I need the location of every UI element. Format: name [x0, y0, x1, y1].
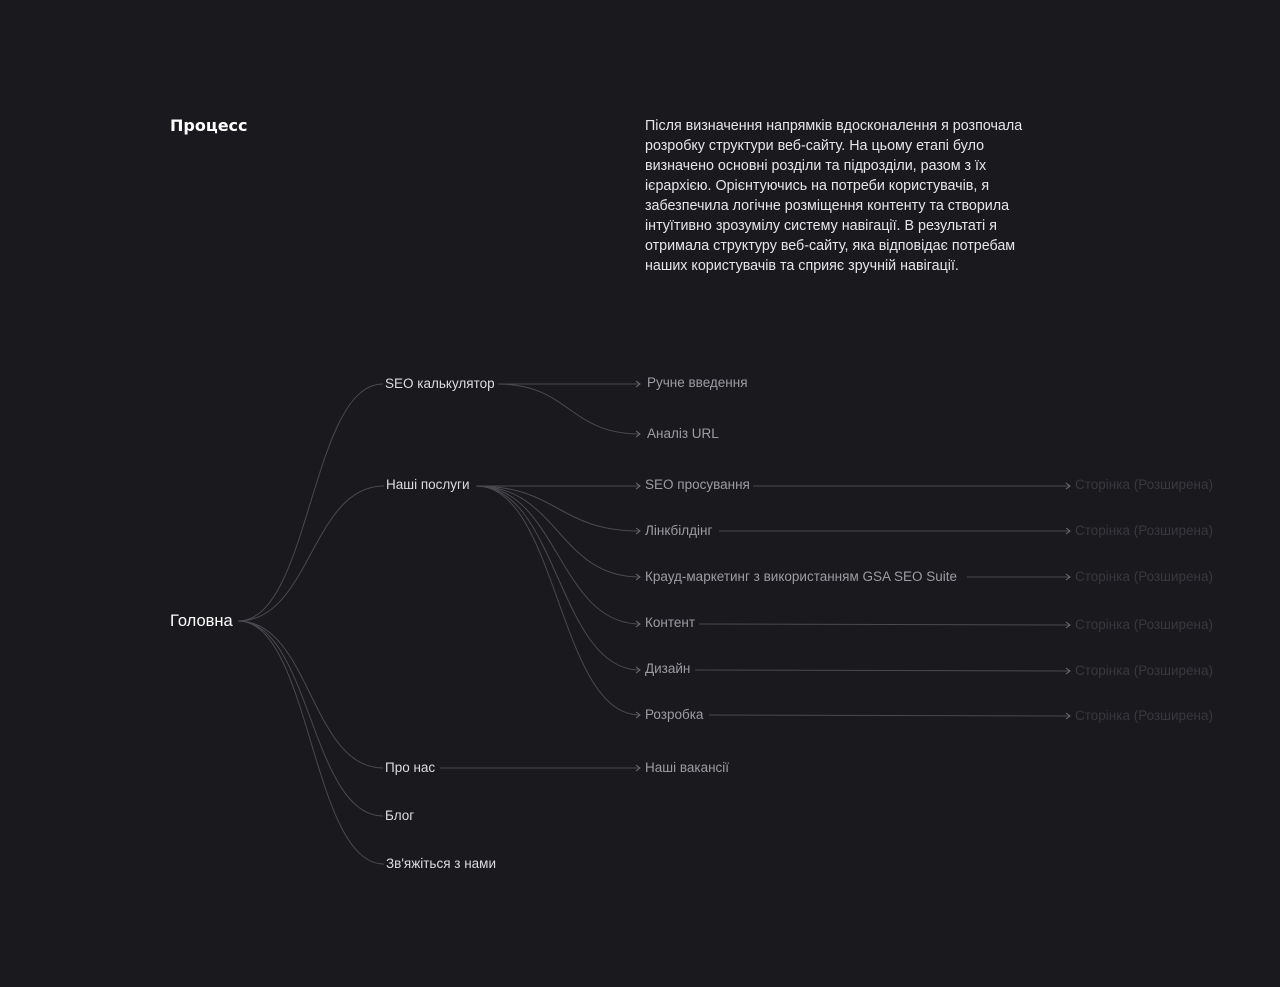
connector-root-section-4	[238, 621, 384, 864]
sitemap-page-development: Розробка	[645, 707, 704, 722]
sitemap-section-about: Про нас	[385, 760, 436, 775]
sitemap-page-design: Дизайн	[645, 661, 691, 676]
sitemap-page-crowd-marketing: Крауд-маркетинг з використанням GSA SEO Suite	[645, 569, 958, 584]
sitemap-page-url-analysis: Аналіз URL	[647, 426, 719, 441]
sitemap-page-manual-input: Ручне введення	[647, 375, 748, 390]
sitemap-subpage-content: Сторінка (Розширена)	[1075, 617, 1214, 632]
connector-services-child-2	[476, 486, 640, 577]
process-description: Після визначення напрямків вдосконалення я розпочала розробку структури веб-сайту. На цьому етапі було визначено основні розділи та підрозділи, разом з їх ієрархією. Орієнтуючись на потреби користувачів, я забезпечила логічне розміщення контенту та створила інтуїтивно зрозумілу систему навігації. В результаті я отримала структуру веб-сайту, яка відповідає потребам наших користувачів та сприяє зручній навігації.	[645, 118, 1023, 274]
sitemap-section-contact: Зв'яжіться з нами	[386, 856, 496, 871]
connector-services-child-5	[476, 486, 640, 715]
sitemap-subpage-linkbuilding: Сторінка (Розширена)	[1075, 523, 1214, 538]
sitemap-subpage-crowd-marketing: Сторінка (Розширена)	[1075, 569, 1214, 584]
sitemap-section-services: Наші послуги	[386, 477, 470, 492]
sitemap-page-linkbuilding: Лінкбілдінг	[645, 523, 713, 538]
sitemap-root-home: Головна	[170, 612, 233, 630]
connector-calc-child-1	[498, 384, 640, 434]
connector-service-extended-3	[699, 624, 1070, 625]
sitemap-page-vacancies: Наші вакансії	[645, 760, 730, 775]
sitemap-subpage-development: Сторінка (Розширена)	[1075, 708, 1214, 723]
sitemap-subpage-seo-promotion: Сторінка (Розширена)	[1075, 477, 1214, 492]
sitemap-subpage-design: Сторінка (Розширена)	[1075, 663, 1214, 678]
section-title: Процесс	[170, 116, 248, 135]
connector-services-child-4	[476, 486, 640, 670]
connector-root-section-1	[238, 486, 384, 621]
sitemap-section-seo-calculator: SEO калькулятор	[385, 376, 495, 391]
connector-service-extended-5	[709, 715, 1070, 716]
sitemap-section-blog: Блог	[385, 808, 415, 823]
sitemap-page-seo-promotion: SEO просування	[645, 477, 750, 492]
connector-root-section-2	[238, 621, 383, 768]
connector-root-section-3	[238, 621, 383, 816]
connector-root-section-0	[238, 384, 383, 621]
connector-services-child-3	[476, 486, 640, 624]
sitemap-page-content: Контент	[645, 615, 696, 630]
connector-service-extended-4	[695, 670, 1070, 671]
